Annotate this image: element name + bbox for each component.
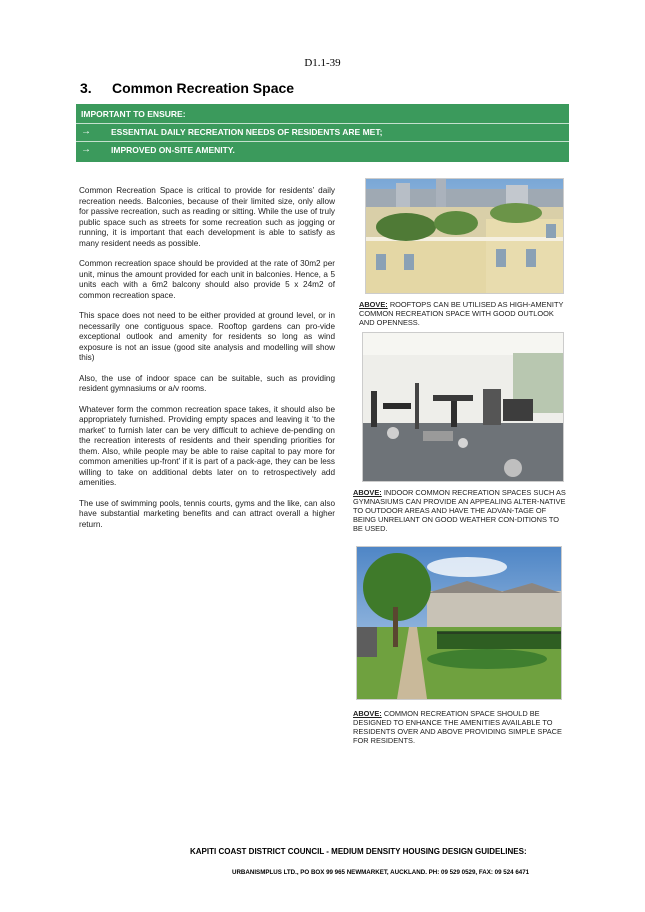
caption-label: ABOVE: <box>359 300 388 309</box>
rooftop-garden-photo <box>365 178 564 294</box>
divider <box>76 123 569 124</box>
caption-text: INDOOR COMMON RECREATION SPACES SUCH AS GYMNASIUMS CAN PROVIDE AN APPEALING ALTER-NATIVE TO OUTDOOR AREAS AND HAVE THE ADVAN-TAGE OF BEING UNRELIANT ON GOOD WEATHER CON-DITIONS TO BE USED. <box>353 488 566 533</box>
arrow-right-icon: → <box>81 126 91 137</box>
rooftop-garden-image <box>366 179 563 293</box>
caption-text: ROOFTOPS CAN BE UTILISED AS HIGH-AMENITY COMMON RECREATION SPACE WITH GOOD OUTLOOK AND OPENNESS. <box>359 300 564 327</box>
footer-title: KAPITI COAST DISTRICT COUNCIL - MEDIUM DENSITY HOUSING DESIGN GUIDELINES: <box>190 847 527 856</box>
figure-caption <box>353 488 568 533</box>
section-number: 3. <box>80 80 92 96</box>
body-paragraph: This space does not need to be either provided at ground level, or in necessarily one contiguous space. Rooftop gardens can pro-vide exceptional outlook and amenity for residents so long as wind exposure is not an issue (good site analysis and modelling will show this) <box>79 311 335 362</box>
arrow-right-icon: → <box>81 144 91 155</box>
footer-contact: URBANISMPLUS LTD., PO BOX 99 965 NEWMARKET, AUCKLAND. PH: 09 529 0529, FAX: 09 524 6471 <box>232 869 530 876</box>
caption-label: ABOVE: <box>353 488 382 497</box>
caption-text: COMMON RECREATION SPACE SHOULD BE DESIGNED TO ENHANCE THE AMENITIES AVAILABLE TO RESIDENTS OVER AND ABOVE PROVIDING SIMPLE SPACE FOR RESIDENTS. <box>353 709 562 745</box>
important-item-text: IMPROVED ON-SITE AMENITY. <box>111 145 235 155</box>
page-number: D1.1-39 <box>304 57 341 69</box>
section-title: Common Recreation Space <box>112 80 295 96</box>
body-paragraph: Whatever form the common recreation space takes, it should also be appropriately furnished. Providing empty spaces and leaving it ‘to the market’ to furnish later can be very difficult to achieve de-pending on the recreation interests of residents and their spending priorities for them. Also, while people may be able to raise capital to pay more for common amenities up-front’ if it is part of a pack-age, they can be less willing to take on additional debts later on to retrospectively add amenities. <box>79 404 335 487</box>
important-box-title: IMPORTANT TO ENSURE: <box>81 109 186 119</box>
body-paragraph: The use of swimming pools, tennis courts, gyms and the like, can also have substantial marketing benefits and can attract overall a higher return. <box>79 498 335 529</box>
caption-label: ABOVE: <box>353 709 382 718</box>
important-item-text: ESSENTIAL DAILY RECREATION NEEDS OF RESIDENTS ARE MET; <box>111 127 383 137</box>
body-paragraph: Common recreation space should be provided at the rate of 30m2 per unit, minus the amount provided for each unit in balconies. Hence, a 5 units each with a 6m2 balcony should also provide 5 x 24m2 of common recreation space. <box>79 259 335 300</box>
section-heading <box>80 80 294 96</box>
figure-caption <box>353 709 563 745</box>
gymnasium-photo <box>362 332 564 482</box>
body-paragraph: Also, the use of indoor space can be suitable, such as providing resident gymnasiums or a/v rooms. <box>79 373 335 393</box>
gymnasium-image <box>363 333 563 481</box>
body-paragraph: Common Recreation Space is critical to provide for residents’ daily recreation needs. Balconies, because of their limited size, only allow for passive recreation, such as reading or sitting. While the use of truly public space such as streets for some recreation such as jogging or running, it is important that each development is able to satisfy as many resident needs as possible. <box>79 186 335 248</box>
important-box <box>76 104 569 162</box>
landscaped-common-area-photo <box>356 546 562 700</box>
landscaped-common-area-image <box>357 547 561 699</box>
figure-caption <box>359 300 569 327</box>
body-text <box>79 186 335 540</box>
divider <box>76 141 569 142</box>
